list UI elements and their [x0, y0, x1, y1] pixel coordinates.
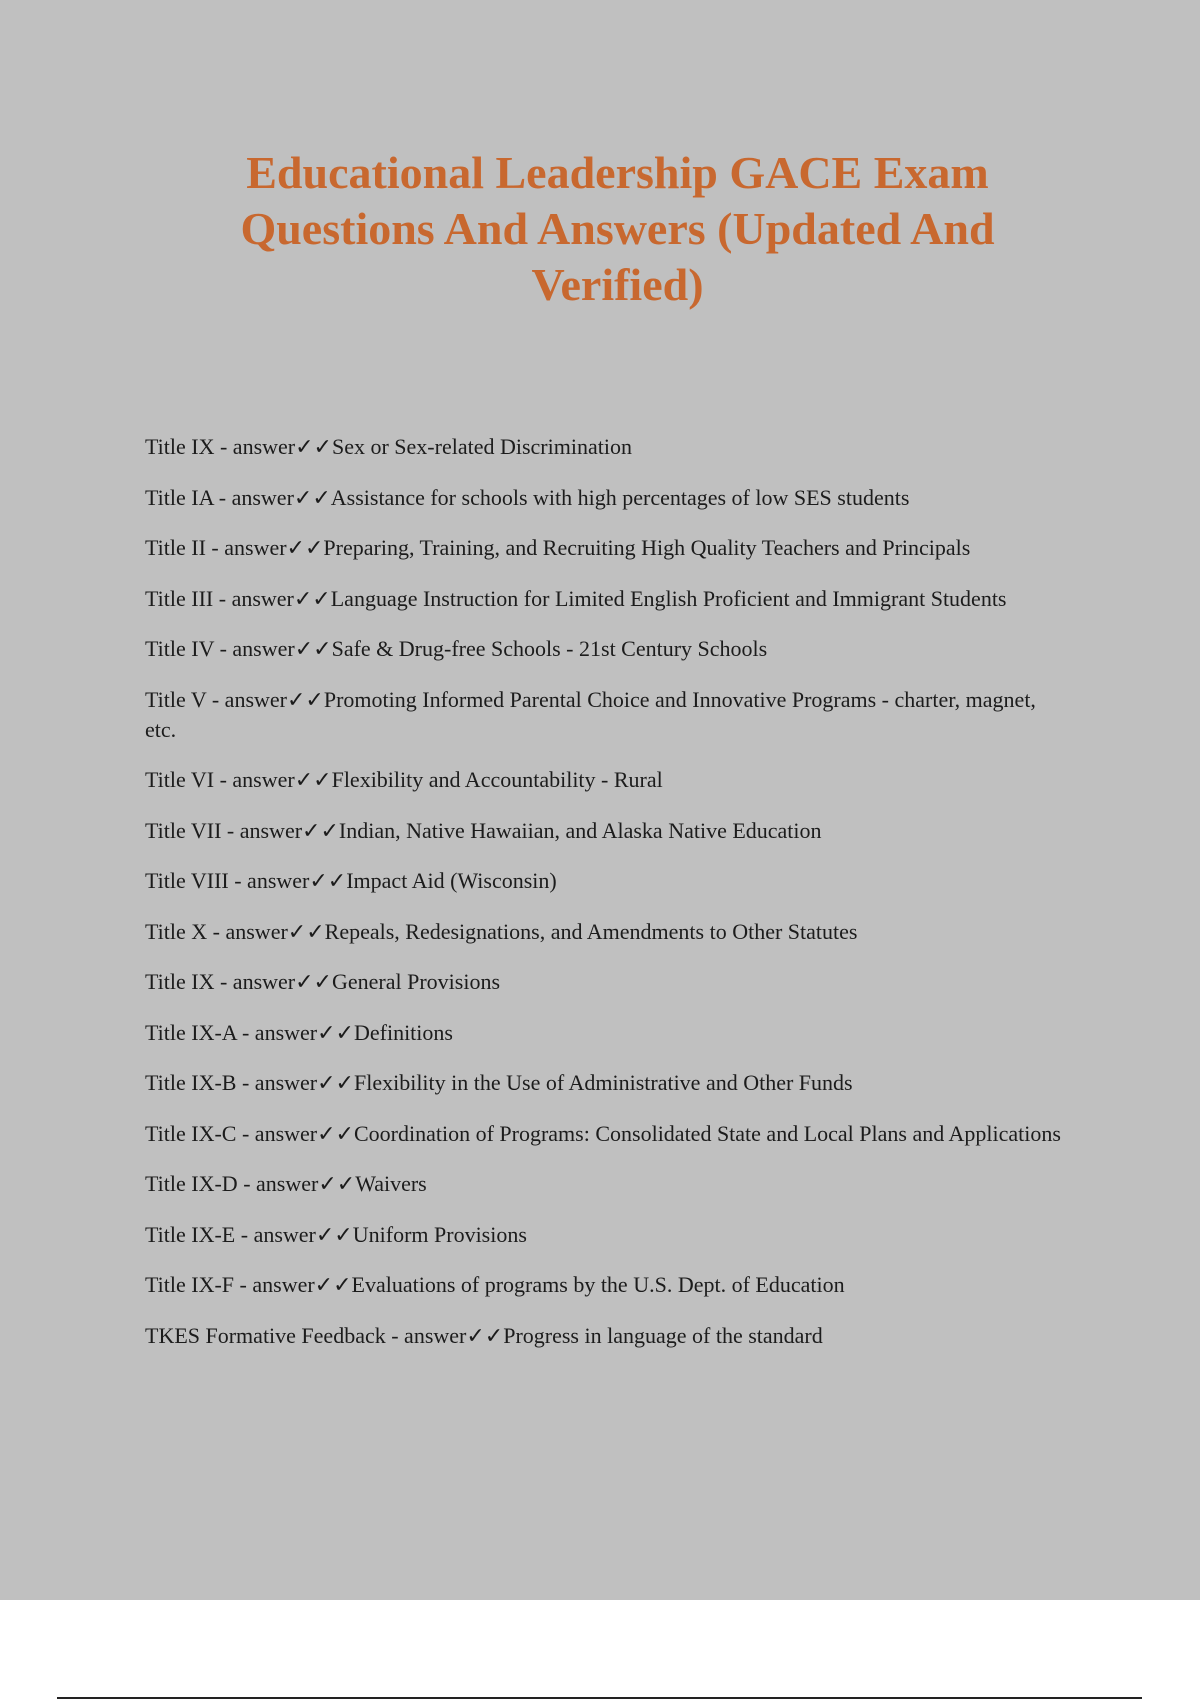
qa-item: Title IV - answer✓✓Safe & Drug-free Schools - 21st Century Schools — [145, 636, 768, 661]
qa-item: Title X - answer✓✓Repeals, Redesignations, and Amendments to Other Statutes — [145, 918, 858, 944]
qa-item: Title III - answer✓✓Language Instruction for Limited English Proficient and Immigrant Students — [145, 585, 1007, 611]
qa-item: Title IA - answer✓✓Assistance for schools with high percentages of low SES students — [145, 484, 910, 510]
qa-item: Title IX-A - answer✓✓Definitions — [145, 1019, 453, 1045]
qa-item: Title V - answer✓✓Promoting Informed Parental Choice and Innovative Programs - charter, magnet, etc. — [145, 686, 1036, 742]
qa-item: Title IX-E - answer✓✓Uniform Provisions — [145, 1221, 527, 1247]
qa-list — [145, 432, 1070, 1371]
qa-item: Title IX-D - answer✓✓Waivers — [145, 1171, 427, 1196]
qa-item: Title IX - answer✓✓Sex or Sex-related Discrimination — [145, 434, 632, 459]
footer-divider — [57, 1697, 1142, 1699]
qa-item: Title VII - answer✓✓Indian, Native Hawaiian, and Alaska Native Education — [145, 817, 822, 843]
qa-item: Title VIII - answer✓✓Impact Aid (Wisconsin) — [145, 868, 557, 893]
qa-item: Title II - answer✓✓Preparing, Training, and Recruiting High Quality Teachers and Principals — [145, 535, 971, 560]
qa-item: Title IX-C - answer✓✓Coordination of Programs: Consolidated State and Local Plans and Applications — [145, 1120, 1061, 1146]
qa-item: Title VI - answer✓✓Flexibility and Accountability - Rural — [145, 767, 663, 792]
qa-item: Title IX-B - answer✓✓Flexibility in the Use of Administrative and Other Funds — [145, 1070, 853, 1095]
qa-item: Title IX - answer✓✓General Provisions — [145, 969, 501, 994]
qa-item: TKES Formative Feedback - answer✓✓Progress in language of the standard — [145, 1322, 823, 1348]
qa-item: Title IX-F - answer✓✓Evaluations of programs by the U.S. Dept. of Education — [145, 1272, 845, 1297]
document-title: Educational Leadership GACE Exam Questions And Answers (Updated And Verified) — [240, 147, 995, 310]
